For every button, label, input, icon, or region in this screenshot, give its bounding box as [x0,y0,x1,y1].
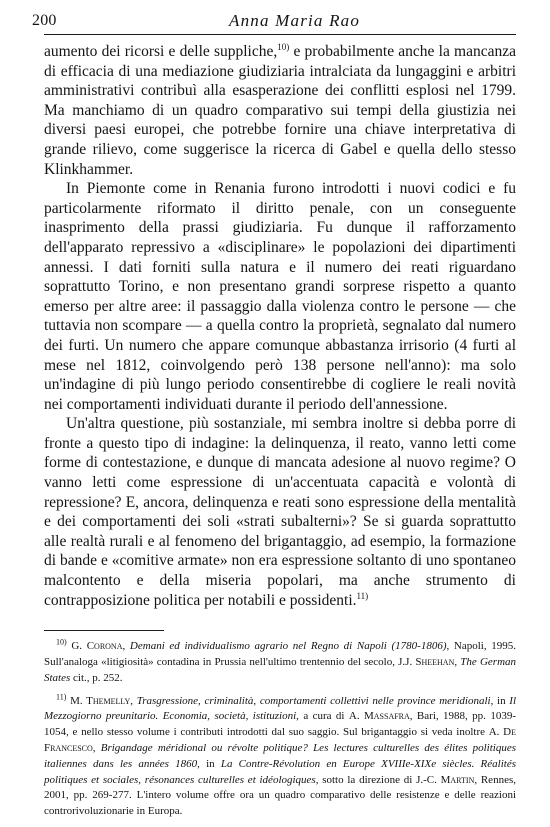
footnote-mark: 11) [56,691,67,701]
footnote-title: La Contre-Révolution en Europe XVIIIe-XIXe siècles. Réalités politiques et sociales, résonances culturelles et idéologiques [44,757,516,786]
footnote-text: , in [197,757,221,770]
footnote-reference: 10) [277,41,290,52]
footnote-divider [44,630,164,631]
book-page [32,10,517,827]
running-head: Anna Maria Rao [229,11,361,30]
footnote-mark: 10) [56,637,67,647]
footnote-text: cit., p. 252. [70,671,123,684]
footnote-text: , Bari, 1988, pp. 1039-1054, e nello stesso volume i contributi introdotti dal suo saggio. Sul brigantaggio si veda inoltre [44,710,516,739]
footnote-title: The German States [44,656,517,684]
body-text [44,42,516,610]
paragraph-text: aumento dei ricorsi e delle suppliche, [44,43,278,60]
footnote-editor: A. Massafra [348,710,410,723]
footnote-text: , Napoli, 1995. Sull'analoga «litigiosità» contadina in Prussia nell'ultimo trentennio del secolo, [44,640,517,669]
paragraph-text: e probabilmente anche la mancanza di efficacia di una mediazione giudiziaria intralciata da lungaggini e arbitri amministrativi contribuì alla esasperazione dei conflitti esplosi nel 1799. Ma manchiamo di un quadro comparativo sui tempi della giustizia nei diversi paesi europei, che potrebbe fornire una chiave interpretativa di grande rilievo, come suggerisce la ricerca di Gabel e quella dello stesso Klinkhammer. [44,43,516,178]
paragraph [44,42,516,179]
footnote: $^{10)}$ G. Corona, Demani ed individualismo agrario nel Regno di Napoli (1780-1806), Napoli, 1995. Sull'analoga «litigiosità» contadina in Prussia nell'ultimo trentennio del secolo, J.J. Sheehan, The German States cit., p. 252. [44,637,517,684]
page-header [32,10,516,35]
footnote-text: , in [490,694,510,707]
paragraph: In Piemonte come in Renania furono introdotti i nuovi codici e fu particolarmente riformato il diritto penale, con un conseguente inasprimento della prassi giudiziaria. Fu dunque il rafforzamento dell'apparato repressivo a «disciplinare» le popolazioni dei dipartimenti annessi. I dati forniti sulla natura e il numero dei reati riguardano soprattutto Torino, e non presentano grandi sorprese rispetto a quanto emerso per altre aree: il passaggio dalla violenza contro le persone — che tuttavia non scompare — a quella contro la proprietà, segnalato dal numero dei furti. Un numero che appare comunque abbastanza irrisorio (4 furti al mese nel 1812, coinvolgendo però 138 persone nell'anno): ma solo un'indagine di più lungo periodo consentirebbe di cogliere le reali novità nei comportamenti individuati durante il periodo dell'annessione. [44,180,516,413]
footnote-text: , Rennes, 2001, pp. 269-277. L'intero volume offre ora un quadro comparativo delle resistenze e delle reazioni controrivoluzionarie in Europa. [44,773,516,818]
footnote: $^{11)}$ M. Themelly, Trasgressione, criminalità, comportamenti collettivi nelle province meridionali, in Il Mezzogiorno preunitario. Economia, società, istituzioni, a cura di A. Massafra, Bari, 1988, pp. 1039-1054, e nello stesso volume i contributi introdotti dal suo saggio. Sul brigantaggio si veda inoltre A. De Francesco, Brigandage méridional ou révolte politique? Les lectures culturelles des élites politiques italiennes dans les années 1860, in La Contre-Révolution en Europe XVIIIe-XIXe siècles. Réalités politiques et sociales, résonances culturelles et idéologiques, sotto la direzione di J.-C. Martin, Rennes, 2001, pp. 269-277. L'intero volume offre ora un quadro comparativo delle resistenze e delle reazioni controrivoluzionarie in Europa. [44,691,517,818]
footnote-editor: J.-C. Martin [416,773,475,786]
paragraph [44,414,516,610]
footnote-title: Il Mezzogiorno preunitario. Economia, società, istituzioni [44,694,517,723]
page-number: 200 [32,12,57,29]
footnote-reference: 11) [356,590,369,601]
footnote-author: G. Corona [71,640,123,653]
footnote-author: A. De Francesco [44,726,516,754]
footnote-title: Demani ed individualismo agrario nel Regno di Napoli (1780-1806) [129,640,447,653]
footnote-title: Trasgressione, criminalità, comportamenti collettivi nelle province meridionali [136,694,491,707]
footnote-title: Brigandage méridional ou révolte politique? Les lectures culturelles des élites politiques italiennes dans les années 1860 [44,742,517,770]
paragraph-text: Un'altra questione, più sostanziale, mi sembra inoltre si debba porre di fronte a questo tipo di indagine: la delinquenza, il reato, vanno letti come forme di contestazione, e dunque di mancata adesione al nuovo regime? O vanno letti come espressione di un'accentuata capacità e volontà di repressione? E, ancora, delinquenza e reati sono espressione della mentalità e dei comportamenti dei soli «strati subalterni»? Se si guarda soprattutto alle realtà rurali e al fenomeno del brigantaggio, ad esempio, la formazione di bande e «comitive armate» non era espressione soltanto di uno spontaneo malcontento e della miseria popolari, ma anche strumento di contrapposizione politica per notabili e possidenti. [44,415,516,609]
footnote-text: , sotto la direzione di [315,773,417,786]
footnotes [44,639,516,820]
footnote-author: J.J. Sheehan [398,656,455,669]
footnote-author: M. Themelly [70,694,131,707]
footnote-text: , a cura di [296,710,349,723]
